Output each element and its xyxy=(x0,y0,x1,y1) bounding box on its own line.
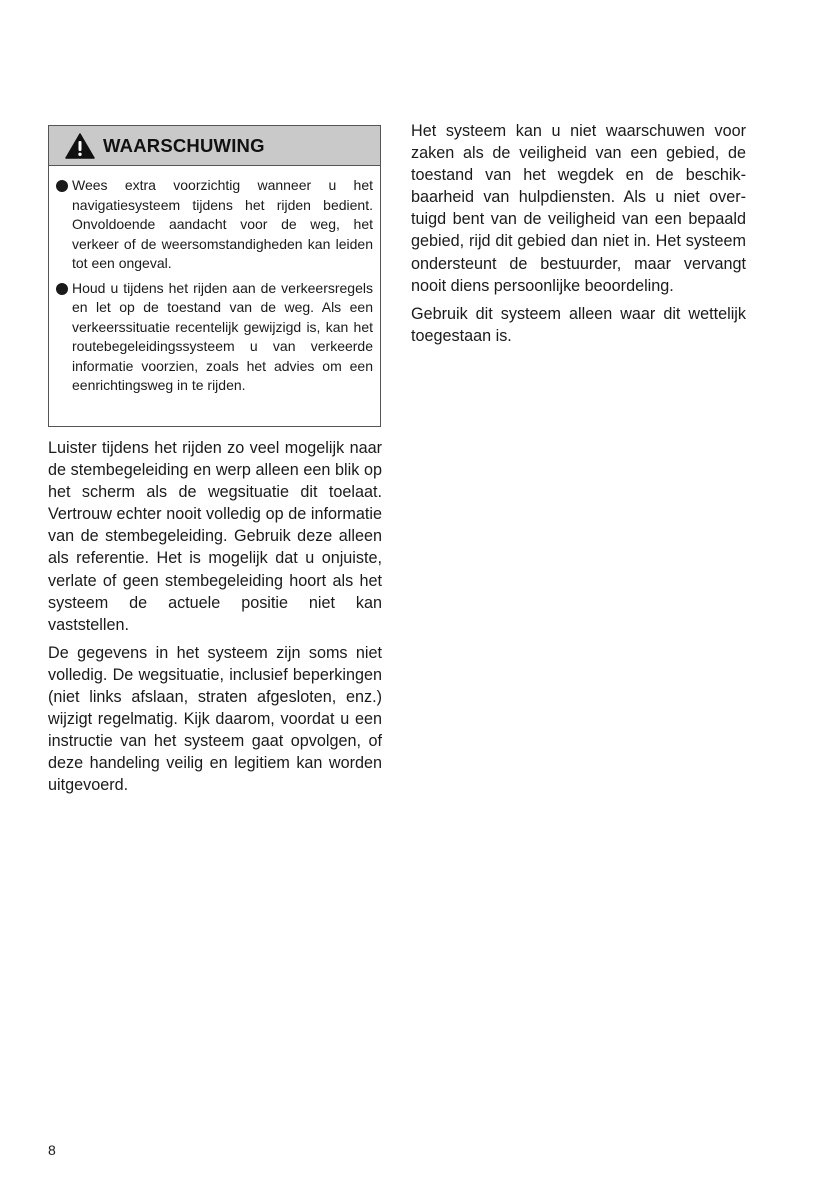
warning-item-text: Houd u tijdens het rijden aan de verkeersregels en let op de toestand van de weg. Als een verkeerssituatie recentelijk gewijzigd is, kan het routebegeleidingssysteem u van verkeerde informatie voorzien, zoals het advies om een eenrichtingsweg in te rijden. xyxy=(72,279,373,393)
warning-box xyxy=(48,125,381,427)
bullet-icon xyxy=(56,283,68,295)
warning-item xyxy=(56,279,373,396)
paragraph: De gegevens in het systeem zijn soms niet volledig. De wegsituatie, inclusief beperkingen (niet links afslaan, straten afgesloten, enz.) wijzigt regelmatig. Kijk daarom, voordat u een instructie van het systeem gaat opvolgen, of deze handeling veilig en legitiem kan worden uitgevoerd. xyxy=(48,643,382,795)
paragraph: Het systeem kan u niet waarschuwen voor zaken als de veiligheid van een gebied, de toestand van het wegdek en de beschikbaarheid van hulpdiensten. Als u niet overtuigd bent van de veiligheid van een bepaald gebied, rijd dit gebied dan niet in. Het systeem ondersteunt de bestuurder, maar vervangt nooit diens persoonlijke beoordeling. xyxy=(411,122,746,295)
paragraph: Gebruik dit systeem alleen waar dit wettelijk toegestaan is. xyxy=(411,304,746,345)
page-number: 8 xyxy=(48,1142,56,1158)
right-column xyxy=(411,120,746,353)
bullet-icon xyxy=(56,180,68,192)
paragraph: Luister tijdens het rijden zo veel mogelijk naar de stembegeleiding en werp alleen een blik op het scherm als de wegsituatie dit toelaat. Vertrouw echter nooit volledig op de informatie van de stembegeleiding. Gebruik deze alleen als referentie. Het is mogelijk dat u onjuiste, verlate of geen stembegeleiding hoort als het systeem de actuele positie niet kan vaststellen. xyxy=(48,439,382,634)
warning-item-text: Wees extra voorzichtig wanneer u het navigatiesysteem tijdens het rijden bedient. Onvoldoende aandacht voor de weg, het verkeer of de weersomstandigheden kan leiden tot een ongeval. xyxy=(72,177,373,271)
warning-title: WAARSCHUWING xyxy=(103,134,265,156)
left-column xyxy=(48,437,382,803)
warning-item xyxy=(56,176,373,274)
warning-header xyxy=(49,126,380,166)
warning-list xyxy=(49,166,380,396)
warning-triangle-icon xyxy=(65,133,95,159)
